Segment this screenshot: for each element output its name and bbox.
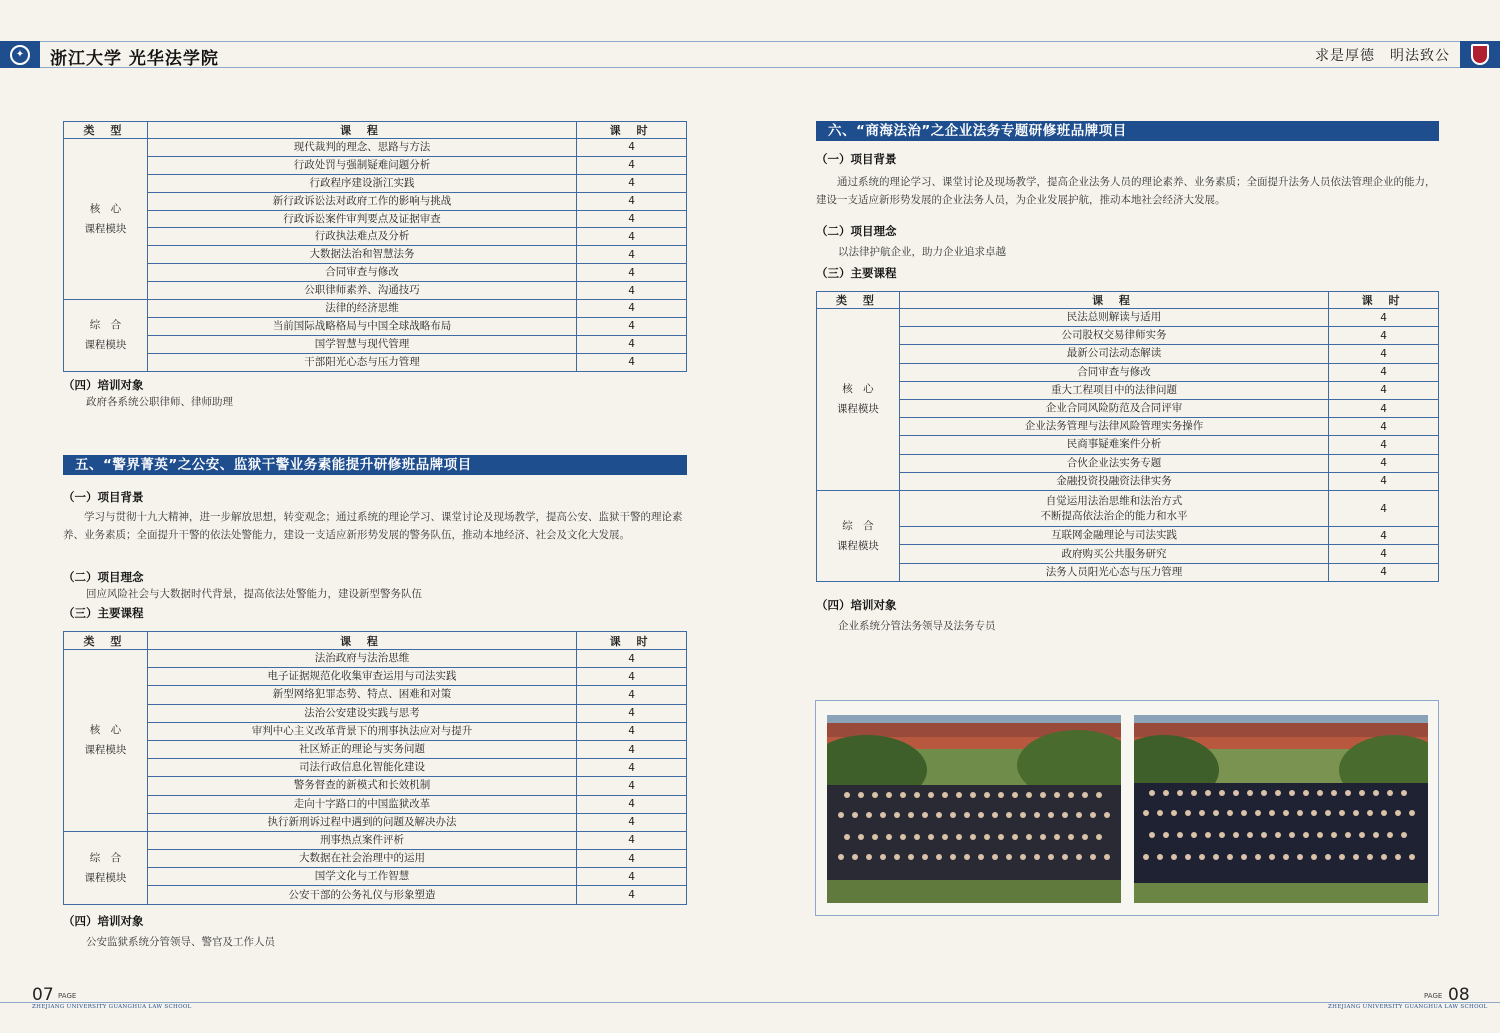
table-row: [817, 563, 1439, 581]
course-name: 电子证据规范化收集审查运用与司法实践: [267, 670, 457, 683]
course-hours-cell: 4: [577, 192, 687, 210]
course-name: 合同审查与修改: [325, 266, 399, 279]
course-name: 国学文化与工作智慧: [314, 870, 410, 883]
table-row: [64, 264, 687, 282]
table-row: [64, 650, 687, 668]
school-motto: 求是厚德 明法致公: [1315, 48, 1450, 64]
course-hours-cell: 4: [1329, 418, 1439, 436]
table-row: [64, 156, 687, 174]
course-hours-cell: 4: [1329, 309, 1439, 327]
module-type-cell: [64, 300, 148, 372]
university-logo: [0, 41, 40, 68]
course-name-line2: 不断提高依法治企的能力和水平: [1040, 509, 1188, 522]
course-hours-cell: 4: [577, 300, 687, 318]
emblem-icon: ✦: [10, 45, 30, 65]
course-hours-cell: 4: [577, 317, 687, 335]
course-hours-cell: 4: [577, 228, 687, 246]
table-header-row: [817, 292, 1439, 309]
target-text-2: 公安监狱系统分管领导、警官及工作人员: [86, 936, 275, 948]
course-name-cell: [147, 317, 576, 335]
course-hours-cell: 4: [577, 335, 687, 353]
course-hours-cell: 4: [577, 210, 687, 228]
course-hours-cell: 4: [577, 831, 687, 849]
course-name-cell: [147, 795, 576, 813]
module-type-cell: [817, 490, 900, 581]
section5-title: 五、“警界菁英”之公安、监狱干警业务素能提升研修班品牌项目: [63, 455, 687, 475]
table-header-row: [64, 632, 687, 650]
table-row: [64, 300, 687, 318]
course-name: 司法行政信息化智能化建设: [299, 761, 425, 774]
module-type-name: 核 心: [89, 203, 122, 215]
course-name-cell: [899, 399, 1328, 417]
table-header-cell: 课 程: [147, 632, 576, 650]
course-hours-cell: 4: [577, 759, 687, 777]
course-name: 企业合同风险防范及合同评审: [1045, 402, 1183, 415]
section6-title: 六、“商海法治”之企业法务专题研修班品牌项目: [816, 121, 1439, 141]
module-type-label: 课程模块: [836, 539, 879, 552]
course-hours-cell: 4: [577, 156, 687, 174]
course-name-cell: [899, 563, 1328, 581]
course-name-cell: [147, 335, 576, 353]
table-row: [64, 174, 687, 192]
table-header-cell: 类 型: [64, 122, 148, 139]
course-hours-cell: 4: [577, 139, 687, 157]
course-name: 公司股权交易律师实务: [1061, 329, 1167, 342]
course-table-1: [63, 121, 687, 372]
course-name: 新行政诉讼法对政府工作的影响与挑战: [272, 194, 452, 207]
course-name-cell: [899, 490, 1328, 526]
course-name: 自觉运用法治思维和法治方式: [1045, 494, 1183, 507]
course-name: 大数据在社会治理中的运用: [299, 852, 425, 865]
target-heading-2: （四）培训对象: [63, 914, 144, 928]
background-text-5: 学习与贯彻十九大精神，进一步解放思想，转变观念；通过系统的理论学习、课堂讨论及现场教学，提高公安、监狱干警的理论素养、业务素质；全面提升干警的依法处警能力，建设一支适应新形势发展的警务队伍，推动本地经济、社会及文化大发展。: [63, 511, 683, 541]
course-name-cell: [899, 418, 1328, 436]
module-type-name: 综 合: [89, 319, 122, 332]
background-heading-6: （一）项目背景: [816, 152, 897, 166]
table-row: [817, 454, 1439, 472]
course-name: 公安干部的公务礼仪与形象塑造: [288, 888, 436, 901]
course-name: 法务人员阳光心态与压力管理: [1045, 565, 1183, 578]
table-row: [64, 192, 687, 210]
table-row: [817, 345, 1439, 363]
course-hours-cell: 4: [1329, 545, 1439, 563]
course-hours-cell: 4: [1329, 345, 1439, 363]
table-row: [64, 831, 687, 849]
module-type-label: 课程模块: [84, 871, 127, 884]
course-name-cell: [147, 139, 576, 157]
table-row: [64, 813, 687, 831]
table-row: [64, 686, 687, 704]
course-name: 合同审查与修改: [1077, 365, 1151, 378]
course-table-2: [63, 631, 687, 905]
table-row: [64, 228, 687, 246]
target-text-1: 政府各系统公职律师、律师助理: [86, 396, 233, 408]
course-name: 法治政府与法治思维: [314, 652, 410, 665]
course-name-cell: [147, 300, 576, 318]
shield-icon: [1471, 44, 1489, 65]
course-name: 社区矫正的理论与实务问题: [299, 743, 425, 756]
table-row: [817, 327, 1439, 345]
table-row: [64, 668, 687, 686]
course-name: 行政执法难点及分析: [314, 230, 410, 243]
course-hours-cell: 4: [577, 282, 687, 300]
course-hours-cell: 4: [577, 353, 687, 371]
course-name-cell: [899, 327, 1328, 345]
table-row: [64, 795, 687, 813]
table-row: [817, 399, 1439, 417]
table-row: [817, 418, 1439, 436]
table-row: [64, 886, 687, 904]
page-label-left: PAGE: [58, 992, 77, 1000]
module-type-cell: [64, 650, 148, 832]
table-row: [817, 381, 1439, 399]
course-name-cell: [147, 353, 576, 371]
course-hours-cell: 4: [1329, 490, 1439, 526]
table-row: [817, 472, 1439, 490]
course-name-cell: [147, 264, 576, 282]
target-text-6: 企业系统分管法务领导及法务专员: [838, 620, 996, 632]
course-name: 民法总则解读与适用: [1066, 311, 1162, 324]
courses-heading-6: （三）主要课程: [816, 266, 897, 280]
table-header-cell: 课 时: [577, 122, 687, 139]
background-text-6: 通过系统的理论学习、课堂讨论及现场教学，提高企业法务人员的理论素养、业务素质；全面提升法务人员依法管理企业的能力，建设一支适应新形势发展的企业法务人员，为企业发展护航，推动本地社会经济大发展。: [816, 176, 1436, 206]
course-name-cell: [147, 740, 576, 758]
course-name: 国学智慧与现代管理: [314, 337, 410, 350]
footer-line: [0, 1002, 1500, 1003]
idea-text-5: 回应风险社会与大数据时代背景，提高依法处警能力，建设新型警务队伍: [86, 588, 422, 600]
table-row: [64, 246, 687, 264]
group-photo-2: [1134, 715, 1428, 903]
course-name-cell: [147, 174, 576, 192]
course-hours-cell: 4: [577, 704, 687, 722]
page-number-right: 08: [1448, 985, 1470, 1005]
course-name-cell: [899, 309, 1328, 327]
course-name: 政府购买公共服务研究: [1061, 547, 1167, 560]
course-name-cell: [147, 282, 576, 300]
table-row: [817, 436, 1439, 454]
module-type-label: 课程模块: [84, 223, 127, 235]
course-name-cell: [147, 886, 576, 904]
module-type-label: 课程模块: [836, 403, 879, 416]
table-row: [64, 868, 687, 886]
table-row: [64, 335, 687, 353]
course-name-cell: [147, 668, 576, 686]
course-hours-cell: 4: [577, 740, 687, 758]
course-name: 民商事疑难案件分析: [1066, 438, 1162, 451]
course-hours-cell: 4: [577, 650, 687, 668]
course-name-cell: [147, 813, 576, 831]
course-name-cell: [899, 472, 1328, 490]
module-type-label: 课程模块: [84, 744, 127, 757]
target-heading-6: （四）培训对象: [816, 598, 897, 612]
table-row: [817, 527, 1439, 545]
table-row: [64, 759, 687, 777]
course-name: 行政诉讼案件审判要点及证据审查: [283, 212, 441, 225]
school-name: 浙江大学 光华法学院: [50, 49, 219, 69]
course-name-cell: [147, 704, 576, 722]
table-header-cell: 课 时: [1329, 292, 1439, 309]
course-name-cell: [899, 454, 1328, 472]
course-name-cell: [899, 527, 1328, 545]
course-hours-cell: 4: [577, 264, 687, 282]
table-header-cell: 课 时: [577, 632, 687, 650]
course-name-cell: [147, 686, 576, 704]
module-type-label: 课程模块: [84, 339, 127, 352]
course-hours-cell: 4: [577, 246, 687, 264]
course-name: 合伙企业法实务专题: [1066, 456, 1162, 469]
course-name-cell: [147, 650, 576, 668]
course-hours-cell: 4: [577, 850, 687, 868]
table-header-cell: 类 型: [64, 632, 148, 650]
course-name: 最新公司法动态解读: [1066, 347, 1162, 360]
course-name: 刑事热点案件评析: [320, 833, 404, 846]
course-name: 审判中心主义改革背景下的刑事执法应对与提升: [251, 724, 473, 737]
course-name: 重大工程项目中的法律问题: [1051, 383, 1178, 396]
course-name: 法治公安建设实践与思考: [304, 706, 420, 719]
course-name: 行政处罚与强制疑难问题分析: [293, 158, 431, 171]
course-hours-cell: 4: [1329, 563, 1439, 581]
course-name-cell: [899, 381, 1328, 399]
footer-school-left: ZHEJIANG UNIVERSITY GUANGHUA LAW SCHOOL: [32, 1004, 192, 1010]
course-name: 干部阳光心态与压力管理: [304, 355, 420, 368]
course-name-cell: [147, 777, 576, 795]
course-name: 企业法务管理与法律风险管理实务操作: [1024, 420, 1204, 433]
table-row: [64, 777, 687, 795]
table-row: [817, 490, 1439, 526]
photo-frame: [815, 700, 1439, 916]
idea-heading-6: （二）项目理念: [816, 224, 897, 238]
table-row: [817, 363, 1439, 381]
module-type-name: 核 心: [89, 724, 122, 737]
module-type-name: 核 心: [842, 383, 874, 396]
course-name-cell: [147, 850, 576, 868]
table-row: [64, 740, 687, 758]
course-name-cell: [147, 246, 576, 264]
school-badge: [1460, 41, 1500, 68]
table-row: [64, 704, 687, 722]
module-type-cell: [64, 139, 148, 300]
idea-heading-5: （二）项目理念: [63, 570, 144, 584]
course-hours-cell: 4: [1329, 327, 1439, 345]
course-name-cell: [899, 436, 1328, 454]
table-header-row: [64, 122, 687, 139]
course-hours-cell: 4: [577, 795, 687, 813]
course-name: 互联网金融理论与司法实践: [1051, 529, 1178, 542]
group-photo-1: [827, 715, 1121, 903]
course-hours-cell: 4: [577, 777, 687, 795]
course-hours-cell: 4: [577, 722, 687, 740]
table-row: [64, 139, 687, 157]
module-type-cell: [64, 831, 148, 904]
course-hours-cell: 4: [577, 868, 687, 886]
course-hours-cell: 4: [1329, 472, 1439, 490]
course-hours-cell: 4: [577, 174, 687, 192]
course-name-cell: [147, 210, 576, 228]
module-type-cell: [817, 309, 900, 491]
course-name: 行政程序建设浙江实践: [309, 176, 415, 189]
table-row: [64, 282, 687, 300]
page-number-left: 07: [32, 985, 54, 1005]
table-row: [64, 210, 687, 228]
course-name: 现代裁判的理念、思路与方法: [293, 140, 431, 153]
course-name: 执行新刑诉过程中遇到的问题及解决办法: [267, 815, 457, 828]
course-name-cell: [899, 345, 1328, 363]
table-row: [64, 722, 687, 740]
module-type-name: 综 合: [842, 519, 874, 532]
table-header-cell: 课 程: [899, 292, 1328, 309]
course-hours-cell: 4: [577, 886, 687, 904]
table-header-cell: 类 型: [817, 292, 900, 309]
course-name-cell: [899, 545, 1328, 563]
course-hours-cell: 4: [1329, 527, 1439, 545]
table-row: [64, 850, 687, 868]
course-name: 走向十字路口的中国监狱改革: [293, 797, 431, 810]
course-name: 法律的经济思维: [325, 301, 399, 314]
target-heading-1: （四）培训对象: [63, 378, 144, 392]
course-hours-cell: 4: [1329, 363, 1439, 381]
course-hours-cell: 4: [577, 813, 687, 831]
idea-text-6: 以法律护航企业，助力企业追求卓越: [838, 246, 1006, 258]
course-name-cell: [147, 759, 576, 777]
course-name-cell: [147, 192, 576, 210]
course-table-3: [816, 291, 1439, 582]
course-name: 警务督查的新模式和长效机制: [293, 779, 431, 792]
table-row: [817, 309, 1439, 327]
course-name: 金融投资投融资法律实务: [1056, 474, 1172, 487]
course-name-cell: [147, 228, 576, 246]
course-hours-cell: 4: [1329, 381, 1439, 399]
course-name-cell: [147, 831, 576, 849]
page-label-right: PAGE: [1424, 992, 1443, 1000]
course-name-cell: [147, 156, 576, 174]
course-name-cell: [147, 722, 576, 740]
course-hours-cell: 4: [1329, 399, 1439, 417]
course-name: 当前国际战略格局与中国全球战略布局: [272, 319, 452, 332]
course-name-cell: [899, 363, 1328, 381]
course-hours-cell: 4: [577, 686, 687, 704]
module-type-name: 综 合: [89, 851, 122, 864]
courses-heading-5: （三）主要课程: [63, 606, 144, 620]
course-hours-cell: 4: [1329, 436, 1439, 454]
course-name: 大数据法治和智慧法务: [309, 248, 415, 261]
course-hours-cell: 4: [1329, 454, 1439, 472]
course-hours-cell: 4: [577, 668, 687, 686]
background-heading-5: （一）项目背景: [63, 490, 144, 504]
table-row: [817, 545, 1439, 563]
course-name-cell: [147, 868, 576, 886]
course-name: 新型网络犯罪态势、特点、困难和对策: [272, 688, 452, 701]
course-name: 公职律师素养、沟通技巧: [304, 284, 420, 297]
table-header-cell: 课 程: [147, 122, 576, 139]
header-band: [0, 41, 1500, 68]
footer-school-right: ZHEJIANG UNIVERSITY GUANGHUA LAW SCHOOL: [1328, 1004, 1488, 1010]
table-row: [64, 317, 687, 335]
table-row: [64, 353, 687, 371]
